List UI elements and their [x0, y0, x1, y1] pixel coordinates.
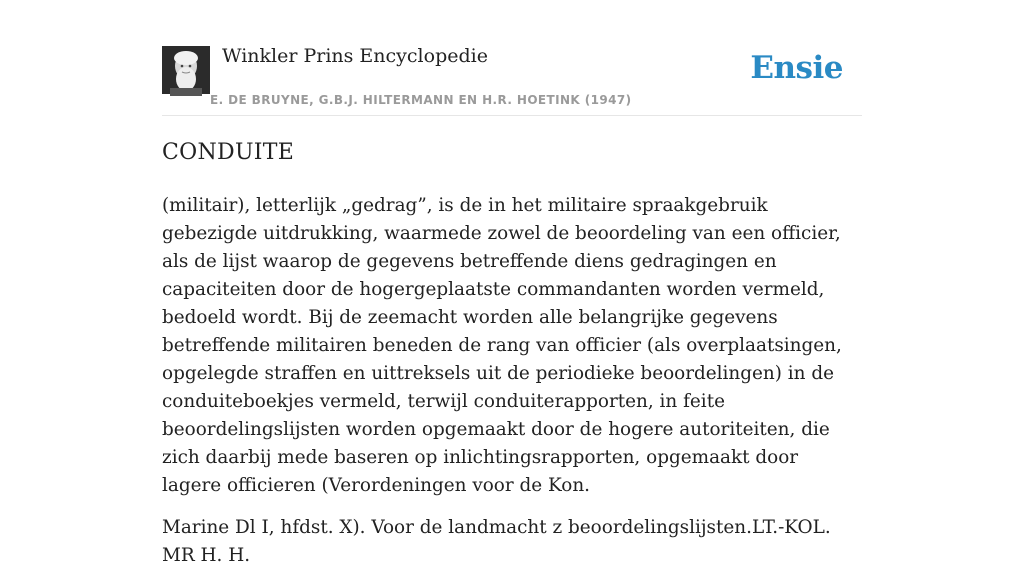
entry-paragraph: (militair), letterlijk „gedrag”, is de in het militaire spraakgebruik gebezigde uitdrukking, waarmede zowel de beoordeling van een officier, als de lijst waarop de gegevens betreffende diens gedragingen en capaciteiten door de hogergeplaatste commandanten worden vermeld, bedoeld wordt. Bij de zeemacht worden alle belangrijke gegevens betreffende militairen beneden de rang van officier (als overplaatsingen, opgelegde straffen en uittreksels uit de periodieke beoordelingen) in de conduiteboekjes vermeld, terwijl conduiterapporten, in feite beoordelingslijsten worden opgemaakt door de hogere autoriteiten, die zich daarbij mede baseren op inlichtingsrapporten, opgemaakt door lagere officieren (Verordeningen voor de Kon. [162, 195, 842, 496]
site-title[interactable]: Winkler Prins Encyclopedie [222, 45, 488, 67]
authors-line: E. DE BRUYNE, G.B.J. HILTERMANN EN H.R. HOETINK (1947) [210, 93, 632, 107]
entry-body [162, 192, 862, 584]
author-portrait-icon[interactable] [162, 46, 210, 94]
content-container [162, 0, 862, 566]
ensie-logo[interactable]: Ensie [750, 50, 843, 86]
header [162, 0, 862, 116]
entry-title: CONDUITE [162, 140, 295, 165]
entry-paragraph: Marine Dl I, hfdst. X). Voor de landmacht z beoordelingslijsten.LT.-KOL. MR H. H. [162, 517, 831, 566]
